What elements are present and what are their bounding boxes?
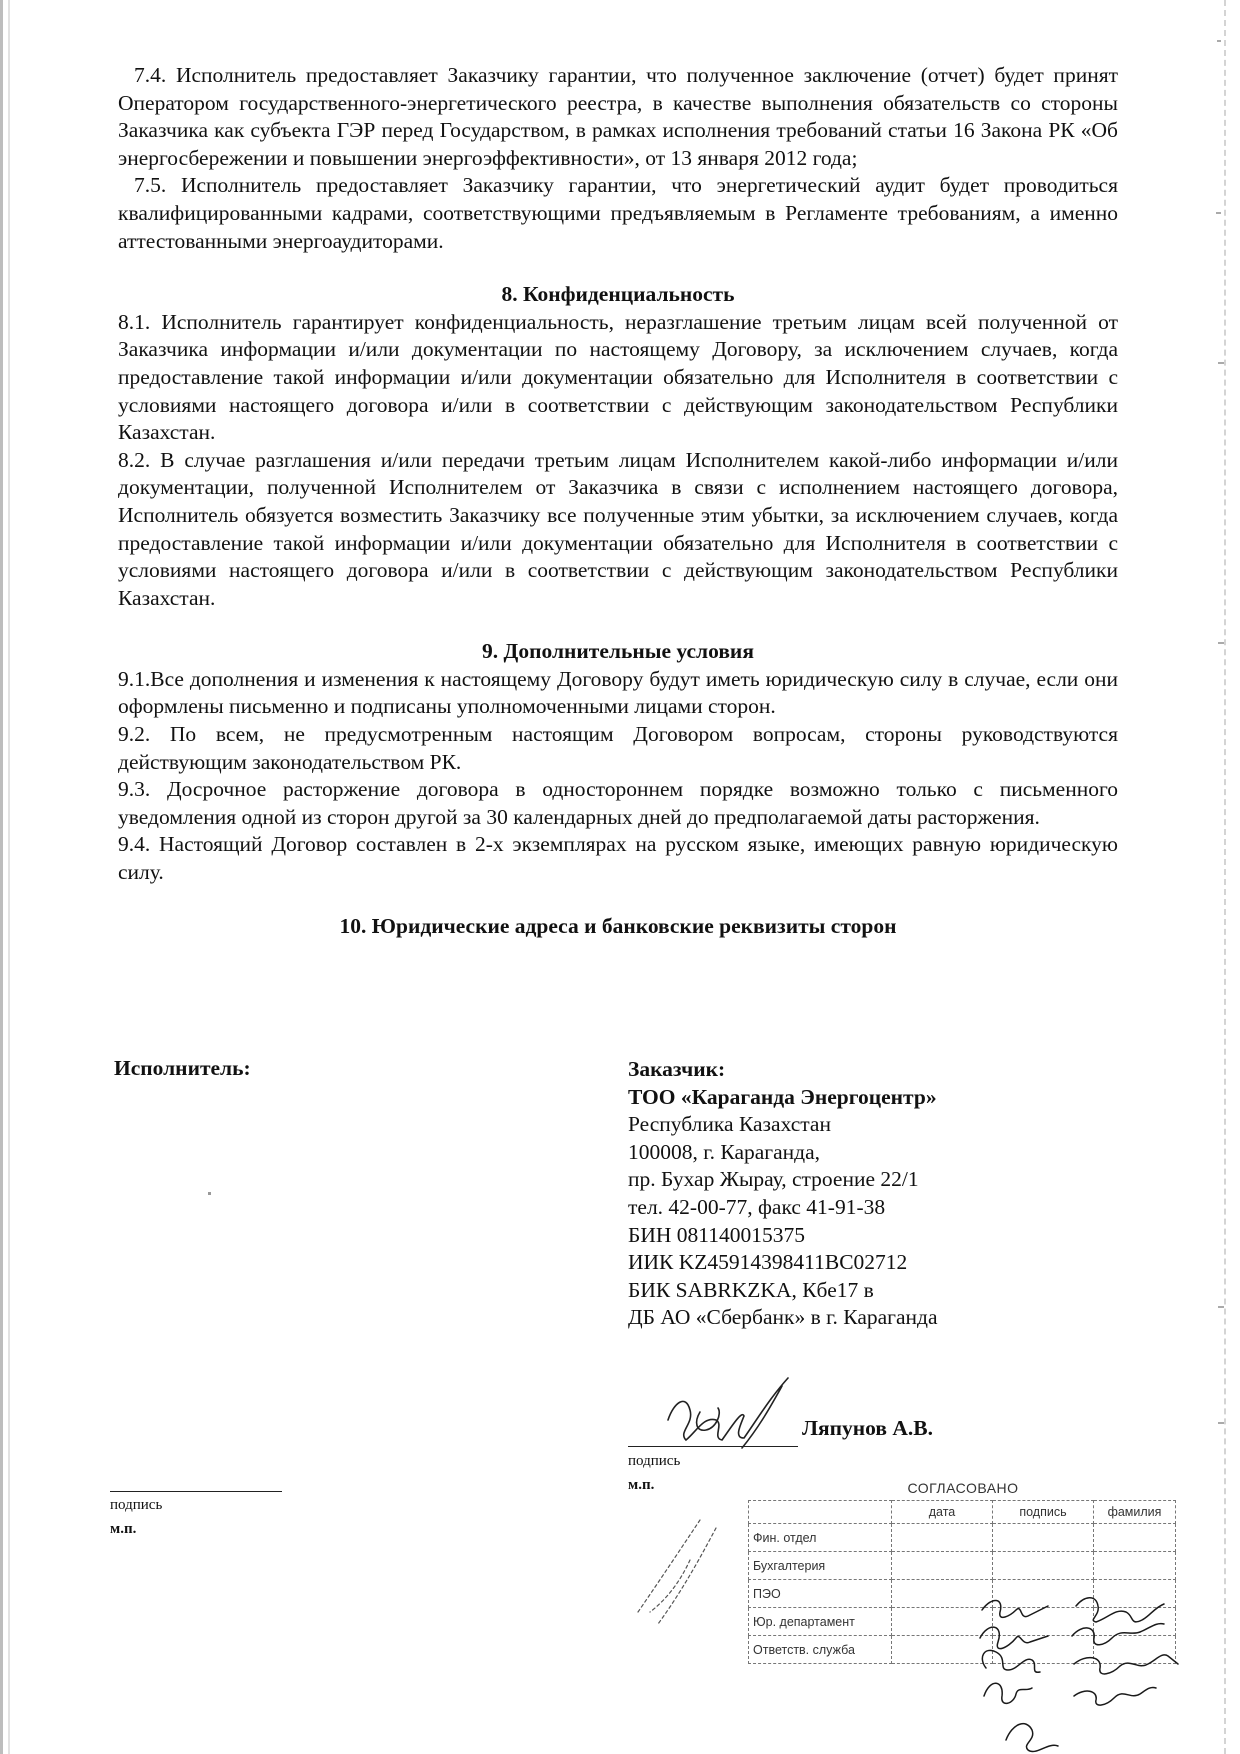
approval-col-header (749, 1501, 892, 1524)
scan-right-edge (1223, 0, 1226, 1754)
approval-row-label: Юр. департамент (749, 1608, 892, 1636)
approval-signature-scribble (1006, 1724, 1058, 1752)
approval-row-label: Фин. отдел (749, 1524, 892, 1552)
approval-col-header: фамилия (1094, 1501, 1176, 1524)
customer-label: Заказчик: (628, 1057, 726, 1081)
scan-speck (1217, 40, 1221, 42)
customer-signature-line (628, 1446, 798, 1447)
approval-row-label: Бухгалтерия (749, 1552, 892, 1580)
scan-speck (1218, 1422, 1224, 1424)
approval-stamp (748, 1480, 1178, 1714)
customer-line: тел. 42-00-77, факс 41-91-38 (628, 1194, 886, 1219)
customer-line: пр. Бухар Жырау, строение 22/1 (628, 1167, 919, 1192)
customer-line: 100008, г. Караганда, (628, 1139, 821, 1164)
scan-speck (1218, 1306, 1224, 1308)
customer-details (628, 1056, 1048, 1332)
stamp-title: СОГЛАСОВАНО (907, 1480, 1019, 1496)
customer-name: ТОО «Караганда Энергоцентр» (628, 1084, 937, 1109)
executor-signature-label: подпись (110, 1497, 163, 1513)
clause-9-2: 9.2. По всем, не предусмотренным настоящим Договором вопросам, стороны руководствуются действующим законодательством РК. (118, 722, 1118, 774)
executor-signature-line (110, 1491, 282, 1492)
clause-7-5: 7.5. Исполнитель предоставляет Заказчику гарантии, что энергетический аудит будет проводиться квалифицированными кадрами, соответствующими предъявляемым в Регламенте требованиям, а именно аттестованными энергоаудиторами. (118, 173, 1118, 253)
customer-seal-label: м.п. (628, 1477, 655, 1493)
approval-row-label: Ответств. служба (749, 1636, 892, 1664)
customer-signature-scribble (697, 1408, 720, 1430)
section-8-heading: 8. Конфиденциальность (501, 282, 735, 307)
scan-speck (1218, 362, 1224, 364)
clause-8-2: 8.2. В случае разглашения и/или передачи третьим лицам Исполнителем какой-либо информации и/или документации, полученной Исполнителем от Заказчика в связи с исполнением настоящего договора, Исполнитель обязуется возместить Заказчику все полученные этим убытки, за исключением случаев, когда предоставление такой информации и/или документации обязательно для Исполнителя в соответствии с условиями настоящего договора и/или в соответствии с действующим законодательством Республики Казахстан. (118, 447, 1118, 610)
section-10-heading: 10. Юридические адреса и банковские реквизиты сторон (339, 913, 897, 938)
faint-stamp-impression (638, 1520, 716, 1624)
approval-col-header: подпись (993, 1501, 1094, 1524)
clause-9-4: 9.4. Настоящий Договор составлен в 2-х экземплярах на русском языке, имеющих равную юридическую силу. (118, 832, 1118, 885)
approval-row (749, 1608, 1176, 1636)
clause-9-1: 9.1.Все дополнения и изменения к настоящему Договору будут иметь юридическую силу в случае, если они оформлены письменно и подписаны уполномоченными лицами сторон. (118, 666, 1118, 719)
executor-seal-label: м.п. (110, 1521, 137, 1537)
customer-line: БИН 081140015375 (628, 1222, 805, 1247)
approval-row (749, 1552, 1176, 1580)
customer-line: Республика Казахстан (628, 1112, 831, 1137)
customer-signer-name: Ляпунов А.В. (802, 1416, 933, 1440)
scan-speck (1216, 212, 1221, 214)
customer-line: ДБ АО «Сбербанк» в г. Караганда (628, 1305, 938, 1330)
approval-col-header: дата (892, 1501, 993, 1524)
scan-speck (208, 1192, 211, 1195)
customer-line: БИК SABRKZKA, Кбе17 в (628, 1277, 874, 1302)
contract-body (118, 62, 1118, 940)
executor-label: Исполнитель: (114, 1056, 251, 1080)
clause-8-1: 8.1. Исполнитель гарантирует конфиденциальность, неразглашение третьим лицам всей полученной от Заказчика информации и/или документации по настоящему Договору, за исключением случаев, когда предоставление такой информации и/или документации обязательно для Исполнителя в соответствии с условиями настоящего договора и/или в соответствии с действующим законодательством Республики Казахстан. (118, 309, 1118, 445)
clause-9-3: 9.3. Досрочное расторжение договора в одностороннем порядке возможно только с письменного уведомления одной из сторон другой за 30 календарных дней до предполагаемой даты расторжения. (118, 777, 1118, 829)
approval-table (748, 1500, 1176, 1664)
section-9-heading: 9. Дополнительные условия (482, 639, 754, 664)
approval-row (749, 1524, 1176, 1552)
scan-left-edge-shadow (8, 0, 10, 1754)
clause-7-4: 7.4. Исполнитель предоставляет Заказчику гарантии, что полученное заключение (отчет) будет принят Оператором государственного-энергетического реестра, в качестве выполнения обязательств со стороны Заказчика как субъекта ГЭР перед Государством, в рамках исполнения требований статьи 16 Закона РК «Об энергосбережении и повышении энергоэффективности», от 13 января 2012 года; (118, 63, 1118, 170)
approval-header-row (749, 1501, 1176, 1524)
customer-signature-label: подпись (628, 1453, 681, 1469)
customer-line: ИИК KZ45914398411BC02712 (628, 1250, 908, 1275)
customer-signature-scribble (668, 1378, 788, 1448)
approval-row-label: ПЭО (749, 1580, 892, 1608)
approval-row (749, 1580, 1176, 1608)
scan-speck (1218, 642, 1224, 644)
scan-left-edge (0, 0, 3, 1754)
approval-row (749, 1636, 1176, 1664)
